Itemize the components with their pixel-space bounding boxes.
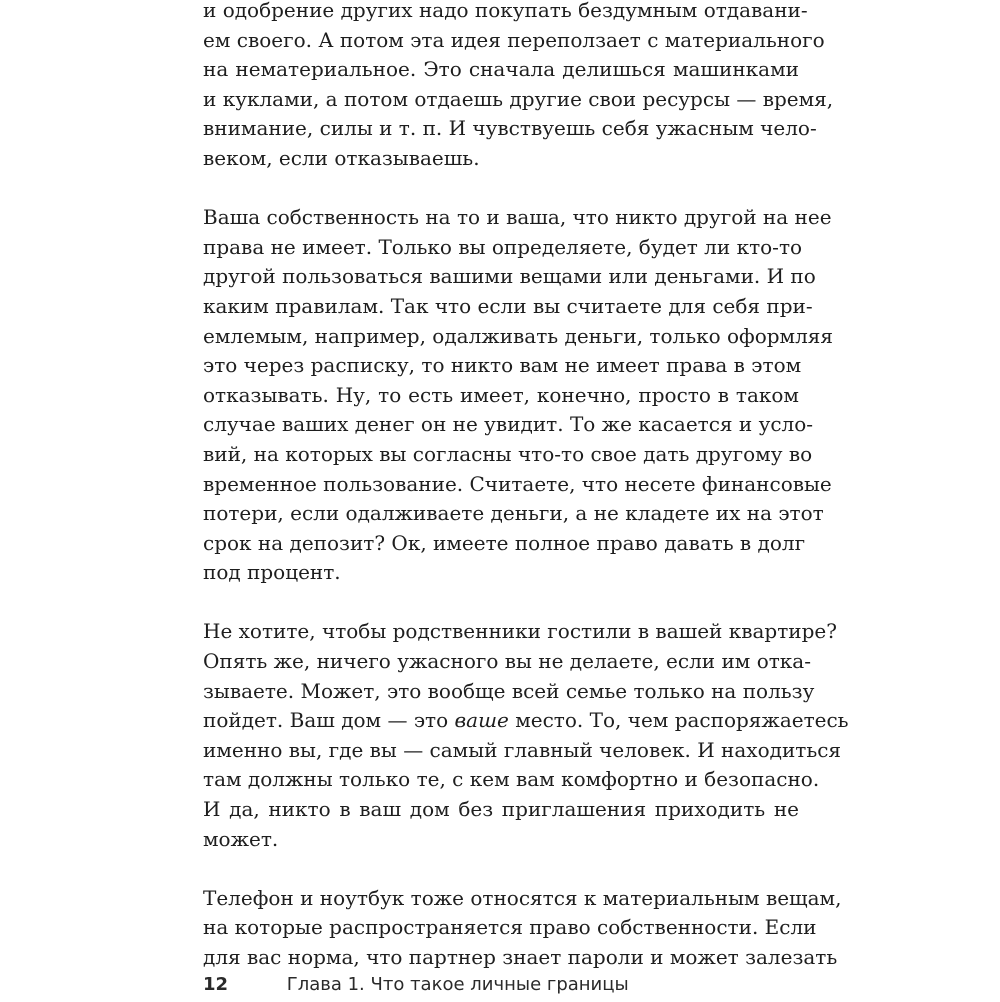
running-head: Глава 1. Что такое личные границы (286, 974, 629, 995)
text-line: Телефон и ноутбук тоже относятся к материальным вещам, (203, 885, 842, 910)
text-line: случае ваших денег он не увидит. То же касается и усло- (203, 412, 814, 437)
paragraph (203, 884, 842, 973)
text-line: ем своего. А потом эта идея переползает с материального (203, 27, 825, 52)
text-line: на нематериальное. Это сначала делишься машинками (203, 57, 799, 82)
text-segment: пойдет. Ваш дом — это (203, 708, 455, 733)
text-segment: место. То, чем распоряжаетесь (508, 708, 849, 733)
text-line: И да, никто в ваш дом без приглашения приходить не (203, 797, 799, 822)
paragraph (203, 617, 849, 854)
text-line: зываете. Может, это вообще всей семье только на пользу (203, 678, 815, 703)
page-number: 12 (203, 974, 229, 995)
text-line: там должны только те, с кем вам комфортно и безопасно. (203, 767, 820, 792)
text-line: Не хотите, чтобы родственники гостили в вашей квартире? (203, 619, 837, 644)
text-line: под процент. (203, 560, 341, 585)
text-line: потери, если одалживаете деньги, а не кладете их на этот (203, 501, 824, 526)
page-footer (203, 974, 629, 995)
text-line: отказывать. Ну, то есть имеет, конечно, просто в таком (203, 382, 799, 407)
paragraph (203, 0, 834, 174)
text-line: другой пользоваться вашими вещами или деньгами. И по (203, 264, 816, 289)
body-text (203, 0, 849, 1002)
text-line: права не имеет. Только вы определяете, будет ли кто-то (203, 234, 803, 259)
text-line: веком, если отказываешь. (203, 145, 480, 170)
text-line: может. (203, 826, 279, 851)
text-line: вий, на которых вы согласны что-то свое дать другому во (203, 441, 813, 466)
text-line: и одобрение других надо покупать бездумным отдавани- (203, 0, 808, 22)
text-line: и куклами, а потом отдаешь другие свои ресурсы — время, (203, 86, 834, 111)
text-line: временное пользование. Считаете, что несете финансовые (203, 471, 832, 496)
emphasized-word: ваше (454, 708, 509, 733)
text-line: Ваша собственность на то и ваша, что никто другой на нее (203, 205, 832, 230)
text-line (203, 706, 849, 736)
text-line: каким правилам. Так что если вы считаете для себя при- (203, 293, 813, 318)
text-line: срок на депозит? Ок, имеете полное право давать в долг (203, 530, 806, 555)
text-line: внимание, силы и т. п. И чувствуешь себя ужасным чело- (203, 116, 817, 141)
text-line: на которые распространяется право собственности. Если (203, 915, 817, 940)
text-line: это через расписку, то никто вам не имеет права в этом (203, 353, 802, 378)
text-line: для вас норма, что партнер знает пароли и может залезать (203, 945, 838, 969)
text-line: Опять же, ничего ужасного вы не делаете, если им отка- (203, 649, 811, 674)
text-line: именно вы, где вы — самый главный человек. И находиться (203, 737, 842, 762)
paragraph (203, 203, 834, 588)
text-line: емлемым, например, одалживать деньги, только оформляя (203, 323, 834, 348)
